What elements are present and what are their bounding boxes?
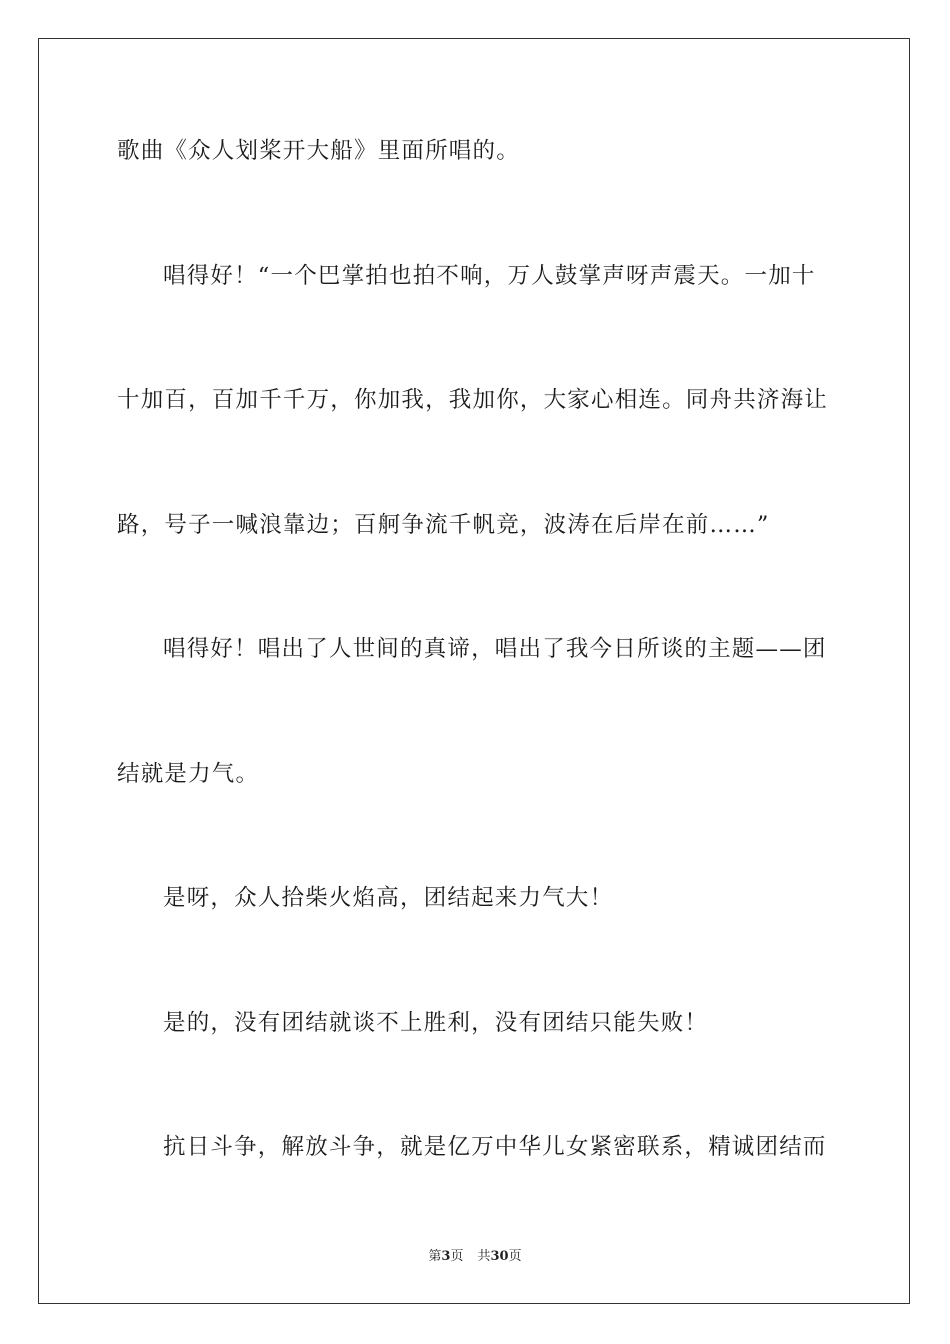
- total-pages: 30: [490, 1249, 509, 1264]
- page-border: [38, 38, 910, 1304]
- total-suffix: 页: [508, 1249, 522, 1264]
- text-line-7: 是呀，众人拾柴火焰高，团结起来力气大！: [163, 885, 614, 911]
- page-number: 3: [441, 1249, 451, 1264]
- page-suffix: 页: [450, 1249, 464, 1264]
- text-line-9: 抗日斗争，解放斗争，就是亿万中华儿女紧密联系，精诚团结而: [163, 1134, 827, 1160]
- text-line-3: 十加百，百加千千万，你加我，我加你，大家心相连。同舟共济海让: [117, 387, 829, 413]
- page-prefix: 第: [428, 1249, 442, 1264]
- page-footer: [0, 1248, 950, 1266]
- text-line-4: 路，号子一喊浪靠边；百舸争流千帆竞，波涛在后岸在前……”: [117, 512, 770, 538]
- text-line-1: 歌曲《众人划桨开大船》里面所唱的。: [117, 138, 520, 164]
- text-line-6: 结就是力气。: [117, 761, 260, 787]
- text-line-2: 唱得好！“一个巴掌拍也拍不响，万人鼓掌声呀声震天。一加十: [163, 263, 816, 289]
- text-line-8: 是的，没有团结就谈不上胜利，没有团结只能失败！: [163, 1010, 709, 1036]
- text-line-5: 唱得好！唱出了人世间的真谛，唱出了我今日所谈的主题——团: [163, 636, 827, 662]
- total-prefix: 共: [477, 1249, 491, 1264]
